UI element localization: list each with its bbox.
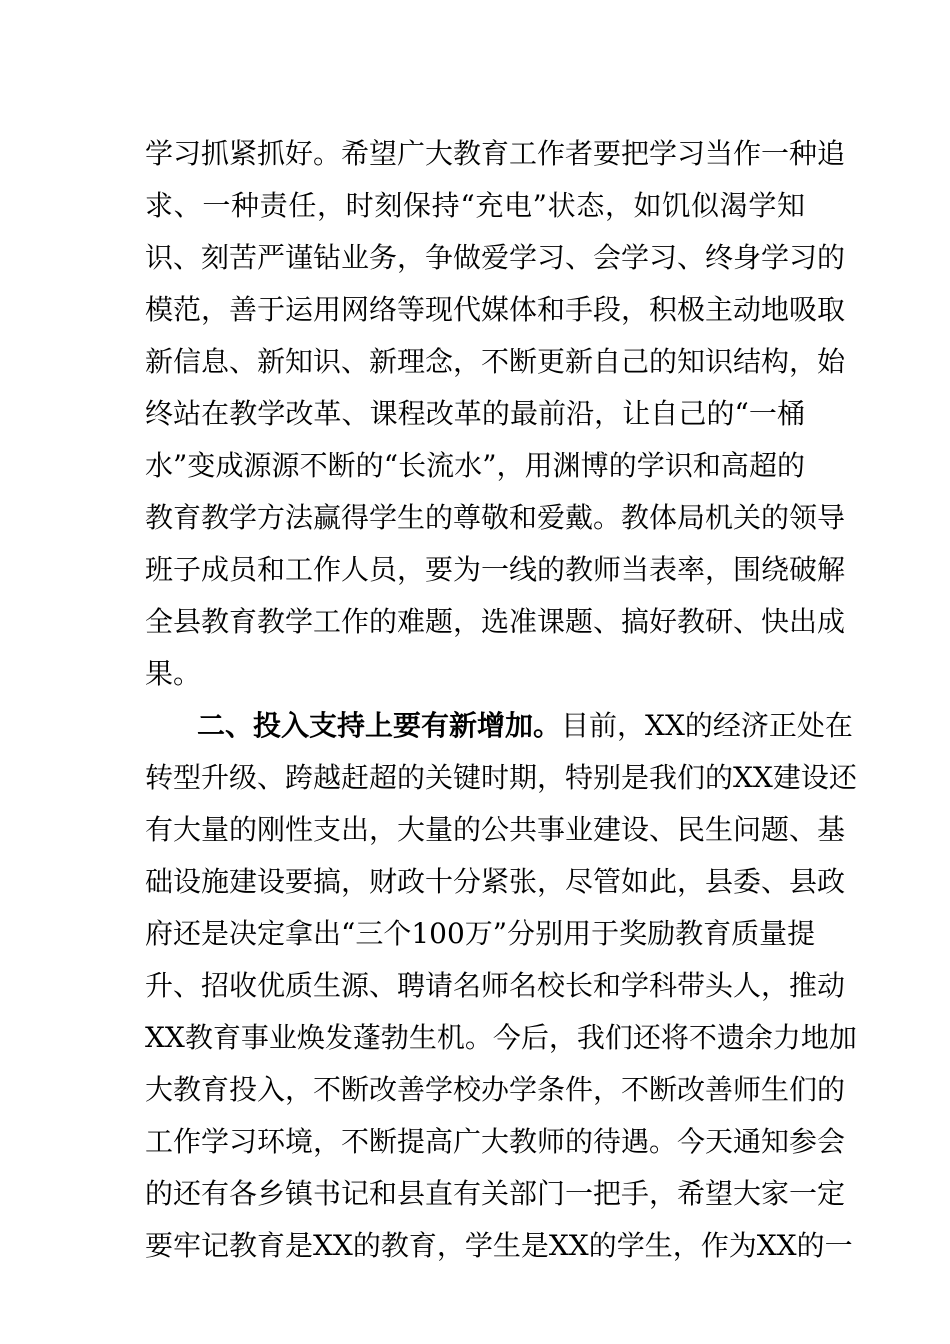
section-heading-line (197, 700, 853, 752)
paragraph-line: 础设施建设要搞，财政十分紧张，尽管如此，县委、县政 (145, 865, 846, 898)
paragraph-line: 有大量的刚性支出，大量的公共事业建设、民生问题、基 (145, 813, 846, 846)
paragraph-line: 新信息、新知识、新理念，不断更新自己的知识结构，始 (145, 345, 846, 378)
paragraph-line: 教育教学方法赢得学生的尊敬和爱戴。教体局机关的领导 (145, 501, 846, 534)
paragraph-line: 终站在教学改革、课程改革的最前沿，让自己的“一桶 (145, 397, 805, 430)
section-heading-continuation: 目前，XX的经济正处在 (561, 709, 853, 742)
paragraph-line: 果。 (145, 657, 202, 690)
paragraph-line: 学习抓紧抓好。希望广大教育工作者要把学习当作一种追 (145, 137, 846, 170)
paragraph-line: 模范，善于运用网络等现代媒体和手段，积极主动地吸取 (145, 293, 846, 326)
section-heading: 二、投入支持上要有新增加。 (197, 709, 562, 742)
paragraph-line: 转型升级、跨越赶超的关键时期，特别是我们的XX建设还 (145, 761, 857, 794)
paragraph-line: 求、一种责任，时刻保持“充电”状态，如饥似渴学知 (145, 189, 805, 222)
paragraph-line: 工作学习环境，不断提高广大教师的待遇。今天通知参会 (145, 1125, 846, 1158)
paragraph-line: 要牢记教育是XX的教育，学生是XX的学生，作为XX的一 (145, 1229, 853, 1262)
paragraph-line: 水”变成源源不断的“长流水”，用渊博的学识和高超的 (145, 449, 805, 482)
paragraph-line: 全县教育教学工作的难题，选准课题、搞好教研、快出成 (145, 605, 846, 638)
paragraph-line: 的还有各乡镇书记和县直有关部门一把手，希望大家一定 (145, 1177, 846, 1210)
paragraph-line: 府还是决定拿出“三个100万”分别用于奖励教育质量提 (145, 917, 816, 950)
paragraph-line: XX教育事业焕发蓬勃生机。今后，我们还将不遗余力地加 (145, 1021, 857, 1054)
paragraph-line: 大教育投入，不断改善学校办学条件，不断改善师生们的 (145, 1073, 846, 1106)
paragraph-line: 识、刻苦严谨钻业务，争做爱学习、会学习、终身学习的 (145, 241, 846, 274)
paragraph-line: 升、招收优质生源、聘请名师名校长和学科带头人，推动 (145, 969, 846, 1002)
paragraph-line: 班子成员和工作人员，要为一线的教师当表率，围绕破解 (145, 553, 846, 586)
